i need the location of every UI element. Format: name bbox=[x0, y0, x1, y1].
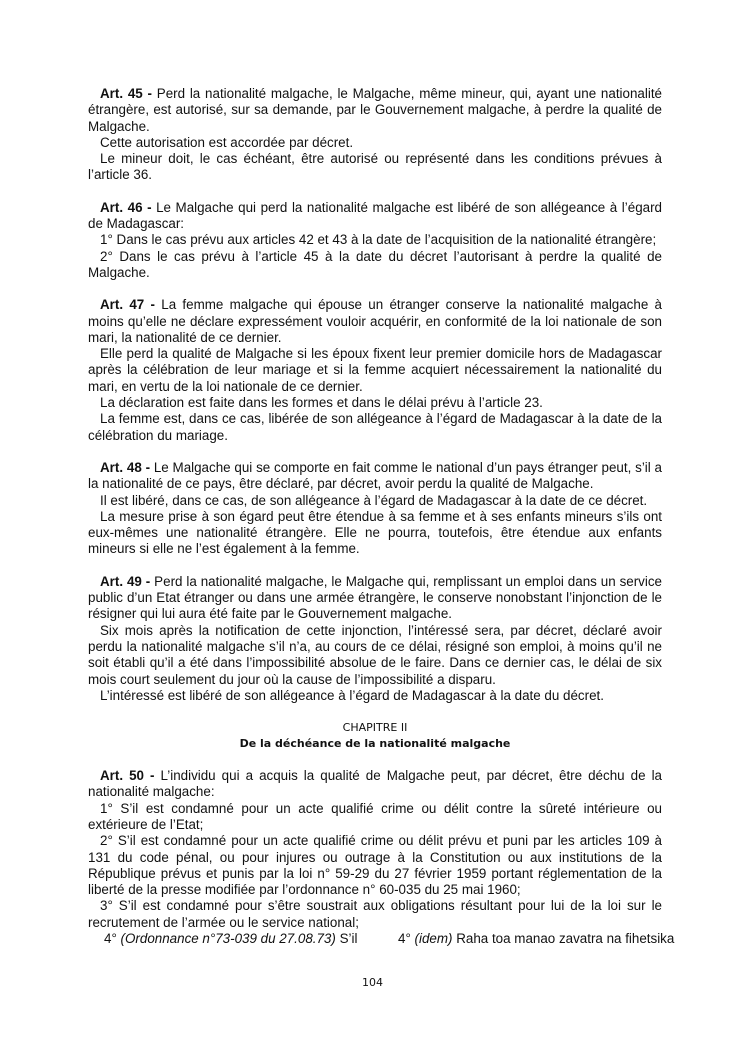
article-47-para-3: La déclaration est faite dans les formes et dans le délai prévu à l’article 23. bbox=[100, 395, 543, 411]
article-48-para-3: La mesure prise à son égard peut être étendue à sa femme et à ses enfants mineurs s’ils ont eux-mêmes une nationalité étrangère. Elle ne pourra, toutefois, être étendue aux enfants mineurs si elle ne l’est également à la femme. bbox=[88, 508, 662, 557]
article-49-para-3: L’intéressé est libéré de son allégeance à l’égard de Madagascar à la date du décret. bbox=[100, 687, 604, 703]
article-48-para-2: Il est libéré, dans ce cas, de son allégeance à l’égard de Madagascar à la date de ce décret. bbox=[100, 492, 648, 508]
article-45-para-1: Art. 45 - Perd la nationalité malgache, le Malgache, même mineur, qui, ayant une nationalité étrangère, est autorisé, sur sa demande, par le Gouvernement malgache, à perdre la qualité de Malgache. bbox=[88, 86, 662, 134]
article-45-label: Art. 45 - bbox=[100, 86, 152, 101]
article-46 bbox=[88, 200, 662, 281]
article-47-label: Art. 47 - bbox=[100, 297, 155, 313]
article-47-para-4: La femme est, dans ce cas, libérée de son allégeance à l’égard de Madagascar à la date de la célébration du mariage. bbox=[88, 411, 662, 443]
article-48-label: Art. 48 - bbox=[100, 459, 151, 475]
article-47-para-1: Art. 47 - La femme malgache qui épouse un étranger conserve la nationalité malgache à moins qu’elle ne déclare expressément vouloir acquérir, en conformité de la loi nationale de son mari, la nationalité de ce dernier. bbox=[88, 297, 662, 345]
article-45-para-2: Cette autorisation est accordée par décret. bbox=[100, 134, 354, 150]
french-column-text: 4° (Ordonnance n°73-039 du 27.08.73) S’il bbox=[104, 931, 358, 947]
article-46-para-2: 1° Dans le cas prévu aux articles 42 et 43 à la date de l’acquisition de la nationalité étrangère; bbox=[100, 232, 657, 248]
article-47-para-2: Elle perd la qualité de Malgache si les époux fixent leur premier domicile hors de Madagascar après la célébration de leur mariage et si la femme acquiert nécessairement la nationalité du mari, en vertu de la loi nationale de ce dernier. bbox=[88, 346, 662, 394]
article-49-para-1: Art. 49 - Perd la nationalité malgache, le Malgache qui, remplissant un emploi dans un service public d’un Etat étranger ou dans une armée étrangère, le conserve nonobstant l’injonction de le résigner qui lui aura été faite par le Gouvernement malgache. bbox=[88, 573, 662, 622]
malagasy-column-text: 4° (idem) Raha toa manao zavatra na fihetsika bbox=[398, 931, 675, 947]
article-50-label: Art. 50 - bbox=[100, 768, 155, 784]
article-46-para-3: 2° Dans le cas prévu à l’article 45 à la date du décret l’autorisant à perdre la qualité de Malgache. bbox=[88, 248, 662, 280]
article-50-para-3: 2° S’il est condamné pour un acte qualifié crime ou délit prévu et puni par les articles 109 à 131 du code pénal, ou pour injures ou outrage à la Constitution ou aux institutions de la République prévus et punis par la loi n° 59-29 du 27 février 1959 portant réglementation de la liberté de la presse modifiée par l’ordonnance n° 60-035 du 25 mai 1960; bbox=[88, 833, 662, 898]
article-49-label: Art. 49 - bbox=[100, 573, 151, 589]
chapter-title: De la déchéance de la nationalité malgache bbox=[239, 737, 511, 751]
article-49-para-2: Six mois après la notification de cette injonction, l’intéressé sera, par décret, déclaré avoir perdu la nationalité malgache s’il n’a, au cours de ce délai, résigné son emploi, à moins qu’il ne soit établi qu’il a été dans l’impossibilité absolue de le faire. Dans ce dernier cas, le délai de six mois court seulement du jour où la cause de l’impossibilité a disparu. bbox=[88, 622, 662, 687]
document-page bbox=[88, 86, 675, 949]
article-50-para-5 bbox=[88, 931, 675, 949]
chapter-number: CHAPITRE II bbox=[342, 721, 408, 735]
article-45-para-3: Le mineur doit, le cas échéant, être autorisé ou représenté dans les conditions prévues à l’article 36. bbox=[88, 151, 662, 183]
article-46-label: Art. 46 - bbox=[100, 199, 152, 215]
page-number: 104 bbox=[362, 976, 383, 989]
article-47 bbox=[88, 297, 662, 444]
article-50-para-2: 1° S’il est condamné pour un acte qualifié crime ou délit contre la sûreté intérieure ou extérieure de l’Etat; bbox=[88, 800, 662, 832]
article-49 bbox=[88, 574, 662, 704]
article-50-para-1: Art. 50 - L’individu qui a acquis la qualité de Malgache peut, par décret, être déchu de la nationalité malgache: bbox=[88, 768, 662, 800]
ordonnance-reference: (Ordonnance n°73-039 du 27.08.73) bbox=[120, 931, 336, 947]
article-50-para-4: 3° S’il est condamné pour s’être soustrait aux obligations résultant pour lui de la loi sur le recrutement de l’armée ou le service national; bbox=[88, 898, 662, 930]
article-48 bbox=[88, 460, 662, 558]
article-50 bbox=[88, 768, 675, 949]
article-45 bbox=[88, 86, 662, 184]
article-46-para-1: Art. 46 - Le Malgache qui perd la nationalité malgache est libéré de son allégeance à l’égard de Madagascar: bbox=[88, 199, 662, 232]
idem-reference: (idem) bbox=[414, 931, 453, 947]
article-48-para-1: Art. 48 - Le Malgache qui se comporte en fait comme le national d’un pays étranger peut, s’il a la nationalité de ce pays, être déclaré, par décret, avoir perdu la qualité de Malgache. bbox=[88, 459, 663, 492]
